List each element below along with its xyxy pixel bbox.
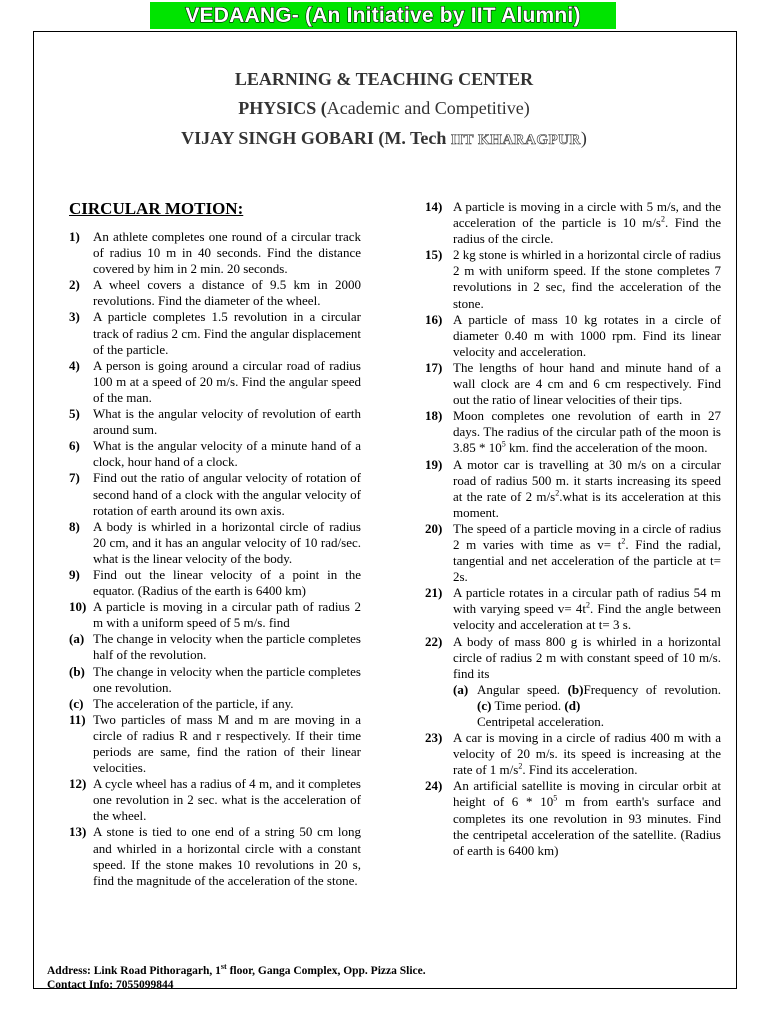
question-text-cont: . Find the radial, tangential and net acceleration of the particle at t= 2s. — [453, 536, 721, 585]
question-item — [69, 824, 361, 888]
question-number: 15) — [425, 247, 443, 263]
question-text: What is the angular velocity of revolution of earth around sum. — [93, 406, 361, 438]
superscript: 5 — [501, 440, 506, 450]
question-number: 6) — [69, 438, 80, 454]
question-item — [425, 408, 721, 456]
question-text-cont: km. find the acceleration of the moon. — [505, 440, 708, 456]
question-number: 21) — [425, 585, 443, 601]
question-number: 18) — [425, 408, 443, 424]
question-text: A particle of mass 10 kg rotates in a circle of diameter 0.40 m with 1000 rpm. Find its linear velocity and acceleration. — [453, 311, 721, 359]
question-text: Find out the linear velocity of a point in the equator. (Radius of the earth is 6400 km) — [93, 566, 361, 599]
question-item — [69, 567, 361, 599]
sub-label: (d) — [564, 697, 581, 713]
question-item — [425, 199, 721, 247]
footer — [47, 964, 426, 992]
sub-label: (c) — [477, 697, 492, 713]
contact-line: Contact Info: 7055099844 — [47, 979, 174, 991]
question-text: The speed of a particle moving in a circle of radius 2 m varies with time as v= t — [453, 520, 721, 552]
sub-text: Centripetal acceleration. — [477, 714, 605, 729]
question-item — [69, 277, 361, 309]
question-text: An artificial satellite is moving in circular orbit at height of 6 * 10 — [453, 778, 721, 810]
question-item — [69, 438, 361, 470]
question-number: 7) — [69, 470, 80, 486]
question-item — [425, 457, 721, 521]
superscript: 2 — [621, 536, 626, 546]
question-text: A stone is tied to one end of a string 50 cm long and whirled in a horizontal circle with a constant speed. If the stone makes 10 revolutions in 20 s, find the magnitude of the acceleration of the stone. — [93, 824, 361, 888]
sub-question-label: (b) — [69, 663, 85, 679]
question-number: 11) — [69, 711, 86, 727]
sub-question-text: The change in velocity when the particle completes one revolution. — [93, 663, 361, 695]
question-text: A wheel covers a distance of 9.5 km in 2000 revolutions. Find the diameter of the wheel. — [93, 277, 361, 309]
question-text: A particle is moving in a circle with 5 m/s, and the acceleration of the particle is 10 m/s — [453, 199, 721, 231]
question-number: 14) — [425, 199, 443, 214]
question-number: 8) — [69, 518, 80, 534]
question-text: A car is moving in a circle of radius 400 m with a velocity of 20 m/s. its speed is increasing at the rate of 1 m/s — [453, 730, 721, 778]
sub-question-text: The change in velocity when the particle completes half of the revolution. — [93, 631, 361, 663]
superscript: 2 — [518, 761, 523, 771]
question-text-cont: . Find its acceleration. — [522, 762, 638, 778]
sub-question — [69, 696, 361, 712]
section-title: CIRCULAR MOTION: — [69, 199, 244, 218]
right-column — [425, 199, 721, 859]
question-text: A particle is moving in a circular path of radius 2 m with a uniform speed of 5 m/s. find — [93, 599, 361, 631]
question-text: A body is whirled in a horizontal circle of radius 20 cm, and it has an angular velocity of 10 rad/sec. what is the linear velocity of the body. — [93, 518, 361, 566]
question-text: A body of mass 800 g is whirled in a horizontal circle of radius 2 m with constant speed of 10 m/s. find its — [453, 633, 721, 681]
sub-question-label: (c) — [69, 695, 84, 711]
superscript: 2 — [660, 214, 665, 224]
question-number: 2) — [69, 277, 80, 293]
question-item — [69, 406, 361, 438]
superscript: 2 — [555, 488, 560, 498]
question-item — [425, 585, 721, 633]
question-item — [425, 730, 721, 778]
question-number: 1) — [69, 229, 80, 244]
question-item — [69, 599, 361, 631]
question-number: 17) — [425, 359, 443, 375]
sub-question-label: (a) — [69, 631, 85, 647]
iit-kharagpur-text: IIT KHARAGPUR — [450, 132, 581, 148]
question-number: 19) — [425, 456, 443, 472]
question-text: The lengths of hour hand and minute hand of a wall clock are 4 cm and 6 cm respectively. Find out the ratio of linear velocities of their tips. — [453, 359, 721, 408]
question-number: 3) — [69, 309, 80, 325]
question-text: A particle completes 1.5 revolution in a circular track of radius 2 cm. Find the angular displacement of the particle. — [93, 309, 361, 357]
sub-label: (a) — [453, 681, 469, 697]
question-item — [69, 358, 361, 406]
question-number: 24) — [425, 778, 443, 794]
question-item — [425, 312, 721, 360]
question-text: A person is going around a circular road of radius 100 m at a speed of 20 m/s. Find the angular speed of the man. — [93, 357, 361, 405]
superscript: 5 — [553, 794, 558, 804]
question-text: An athlete completes one round of a circular track of radius 10 m in 40 seconds. Find the distance covered by him in 2 min. 20 seconds. — [93, 229, 361, 277]
sub-question — [69, 631, 361, 663]
banner-title: VEDAANG- (An Initiative by IIT Alumni) — [150, 2, 616, 29]
question-item — [425, 634, 721, 682]
question-item — [425, 360, 721, 408]
question-item — [69, 519, 361, 567]
left-column — [69, 199, 361, 889]
question-text: A motor car is travelling at 30 m/s on a circular road of radius 500 m. it starts increasing its speed at the rate of 2 m/s — [453, 456, 721, 504]
question-text: A cycle wheel has a radius of 4 m, and it completes one revolution in 2 sec. what is the acceleration of the wheel. — [93, 776, 361, 824]
question-item — [69, 776, 361, 824]
address-line: Address: Link Road Pithoragarh, 1st floor, Ganga Complex, Opp. Pizza Slice. — [47, 962, 426, 977]
question-number: 13) — [69, 824, 87, 840]
question-text: Two particles of mass M and m are moving in a circle of radius R and r respectively. If their time periods are same, find the ration of their linear velocities. — [93, 711, 361, 776]
question-number: 20) — [425, 520, 443, 536]
question-text-cont: .what is its acceleration at this moment. — [453, 488, 721, 520]
question-number: 12) — [69, 776, 87, 792]
question-text-cont: m from earth's surface and completes its one revolution in 93 minutes. Find the centripetal acceleration of the satellite. (Radius of earth is 6400 km) — [453, 794, 721, 858]
question-text: Find out the ratio of angular velocity of rotation of second hand of a clock with the angular velocity of rotation of earth around its own axis. — [93, 470, 361, 518]
question-text-cont: . Find the angle between velocity and acceleration at t= 3 s. — [453, 601, 721, 633]
question-text: 2 kg stone is whirled in a horizontal circle of radius 2 m with uniform speed. If the stone completes 7 revolutions in 2 sec, find the acceleration of the stone. — [453, 247, 721, 311]
question-number: 22) — [425, 633, 443, 649]
question-item — [425, 521, 721, 585]
sub-text: Angular speed. — [477, 681, 568, 697]
sub-label: (b) — [567, 681, 584, 697]
question-text-cont: . Find the radius of the circle. — [453, 215, 721, 247]
question-item — [425, 247, 721, 311]
question-number: 16) — [425, 311, 443, 327]
center-name: LEARNING & TEACHING CENTER — [234, 69, 534, 89]
subject-line: PHYSICS (Academic and Competitive) — [238, 98, 530, 118]
question-item — [425, 778, 721, 858]
question-text: What is the angular velocity of a minute hand of a clock, hour hand of a clock. — [93, 438, 361, 470]
sub-question — [425, 682, 721, 730]
question-number: 10) — [69, 599, 87, 615]
question-item — [69, 470, 361, 518]
teacher-line: VIJAY SINGH GOBARI (M. Tech IIT KHARAGPUR) — [181, 128, 587, 148]
question-number: 5) — [69, 406, 80, 422]
sub-question — [69, 664, 361, 696]
question-number: 4) — [69, 357, 80, 373]
sub-text: Time period. — [491, 697, 565, 713]
question-item — [69, 229, 361, 277]
question-text: Moon completes one revolution of earth in 27 days. The radius of the circular path of the moon is 3.85 * 10 — [453, 408, 721, 456]
question-text: A particle rotates in a circular path of radius 54 m with varying speed v= 4t — [453, 585, 721, 617]
superscript: 2 — [585, 601, 590, 611]
question-item — [69, 309, 361, 357]
sub-question-text: The acceleration of the particle, if any. — [93, 695, 294, 711]
sub-text: Frequency of revolution. — [583, 681, 721, 697]
question-number: 23) — [425, 730, 443, 746]
question-item — [69, 712, 361, 776]
question-number: 9) — [69, 566, 80, 582]
